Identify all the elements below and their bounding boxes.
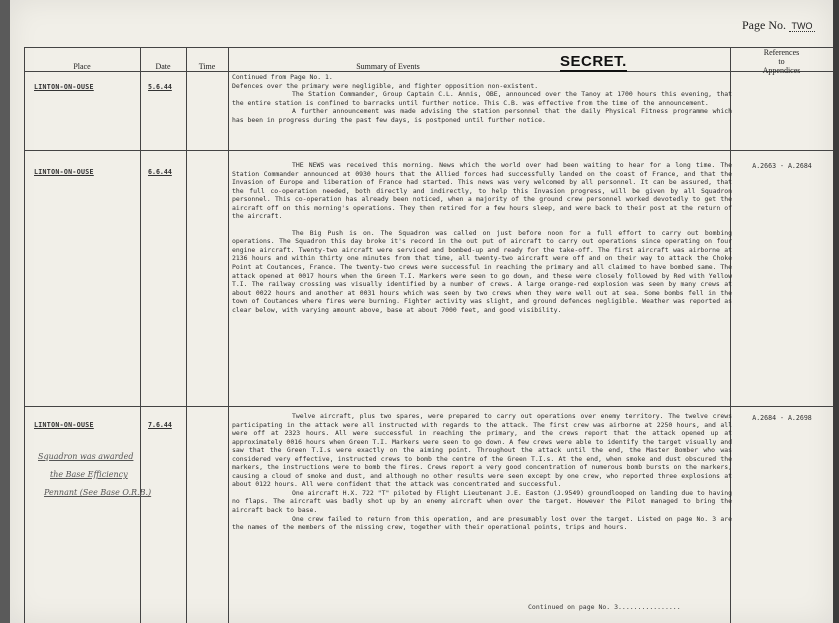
entry-3-date: 7.6.44 (148, 421, 172, 429)
entry-2-place: LINTON-ON-OUSE (34, 168, 94, 176)
entry-2-paragraph: THE NEWS was received this morning. News which the world over had been waiting to hear for a long time. The Station Commander announced at 0930 hours that the Allied forces had successfully landed on the coast of France, and that the Invasion of Europe and liberation of France had started. This news was very welcomed by all personnel. It can be assured, that the full co-operation needed, both directly and indirectly, to help this Invasion progress, will be given by all Squadron personnel. This co-operation has already been noticed, when a majority of the ground crew personnel worked devotedly to get the aircraft off on this morning's operations. They then retired for a few hours sleep, and were back to their post at the return of the aircraft. (232, 161, 732, 221)
continued-footer: Continued on page No. 3................ (528, 603, 681, 611)
time-summary-rule (228, 47, 229, 623)
entry-divider (24, 406, 833, 407)
table-left-rule (24, 47, 25, 623)
entry-3-paragraph: Twelve aircraft, plus two spares, were prepared to carry out operations over enemy territory. The twelve crews participating in the attack were all instructed with regards to the attack. The first crew was airborne at 2250 hours, and all were off at 2323 hours. All were successful in reaching the primary, and the crews report that the attack opened up at approximately 0016 hours when Green T.I. Markers were seen to go down. A few crews were able to identify the target visually and saw that the Green T.I.s were exactly on the aiming point. Throughout the attack until the end, the Master Bomber who was considered very effective, instructed crews to bomb the centre of the Green T.I.s. At the end, when smoke and dust obscured the markers, the instructions were to bomb the fires. Crews report a very good concentration of numerous bomb bursts on the markers, causing a cloud of smoke and dust, and although no other results were seen except by one crew, who reported three explosions at about 0122 hours. All were confident that the attack was concentrated and successful. (232, 412, 732, 489)
summary-refs-rule (730, 47, 731, 623)
column-header-date: Date (155, 62, 171, 71)
entry-1-date: 5.6.44 (148, 83, 172, 91)
date-time-rule (186, 47, 187, 623)
document-sheet (10, 0, 833, 623)
entry-3-appendix-ref: A.2684 - A.2698 (752, 414, 812, 422)
entry-3-paragraph: One aircraft H.X. 722 "T" piloted by Flight Lieutenant J.E. Easton (J.9549) groundlooped on landing due to having no flaps. The aircraft was badly shot up by an enemy aircraft when over the target. However the Pilot managed to bring the aircraft back to base. (232, 488, 732, 515)
references-header-line1: References (763, 48, 800, 57)
secret-stamp: SECRET. (560, 53, 627, 70)
entry-divider (24, 150, 833, 151)
entry-1-place: LINTON-ON-OUSE (34, 83, 94, 91)
entry-2-events (232, 161, 732, 314)
entry-2-date: 6.6.44 (148, 168, 172, 176)
column-header-time: Time (198, 62, 216, 71)
page-number-value: TWO (789, 21, 815, 32)
handwritten-note-line2: the Base Efficiency (50, 470, 128, 479)
entry-3-events (232, 412, 732, 532)
place-date-rule (140, 47, 141, 623)
entry-2-paragraph: The Big Push is on. The Squadron was called on just before noon for a full effort to carry out bombing operations. The Squadron this day broke it's record in the out put of aircraft to carry out operations since operating on four engine aircraft. Twenty-two aircraft were serviced and bombed-up and ready for the take-off. The first aircraft was airborne at 2136 hours and within thirty one minutes from that time, all twenty-two aircraft were off and on their way to attack the Choke Point at Coutances, France. The twenty-two crews were successful in reaching the primary and all claimed to have bombed same. The attack opened at 0017 hours when the Green T.I. Markers were seen to go down, and these were closely followed by Red with Yellow T.I. The railway crossing was visually identified by a number of crews. A large orange-red explosion was seen by many crews at about 0022 hours and another at 0031 hours which was seen by two crews when they were well out at sea. Some bombs fell in the town of Coutances where fires were burning. Fighter activity was slight, and ground defences negligible. Weather was reported as clear below, with varying amount above, base at about 7000 feet, and good visibility. (232, 228, 732, 314)
page-number (742, 18, 815, 33)
handwritten-note-line1: Squadron was awarded (38, 452, 134, 461)
scan-edge (833, 0, 839, 623)
references-header-line2: to (778, 57, 785, 66)
column-header-summary: Summary of Events (356, 62, 420, 71)
entry-3-paragraph: One crew failed to return from this operation, and are presumably lost over the target. Listed on page No. 3 are the names of the members of the missing crew, together with their operational points, trips and hours. (232, 514, 732, 532)
entry-1-paragraph: Defences over the primary were negligible, and fighter opposition non-existent. (232, 81, 539, 90)
column-header-references (730, 48, 833, 75)
table-header-rule (24, 71, 833, 72)
column-header-place: Place (73, 62, 91, 71)
entry-1-paragraph: The Station Commander, Group Captain C.L. Annis, OBE, announced over the Tanoy at 1700 hours this evening, that the entire station is confined to barracks until further notice. This C.B. was effective from the time of the announcement. (232, 90, 732, 107)
entry-1-paragraph: A further announcement was made advising the station personnel that the daily Physical Fitness programme which has been in progress during the past few days, is postponed until further notice. (232, 107, 732, 124)
entry-3-place: LINTON-ON-OUSE (34, 421, 94, 429)
references-header-line3: Appendices (762, 66, 801, 75)
handwritten-note-line3: Pennant (See Base O.R.B.) (44, 488, 152, 497)
entry-1-events (232, 73, 732, 124)
entry-2-appendix-ref: A.2663 - A.2684 (752, 162, 812, 170)
entry-1-paragraph: Continued from Page No. 1. (232, 73, 333, 81)
page-number-label: Page No. (742, 18, 786, 32)
table-top-rule (24, 47, 833, 48)
